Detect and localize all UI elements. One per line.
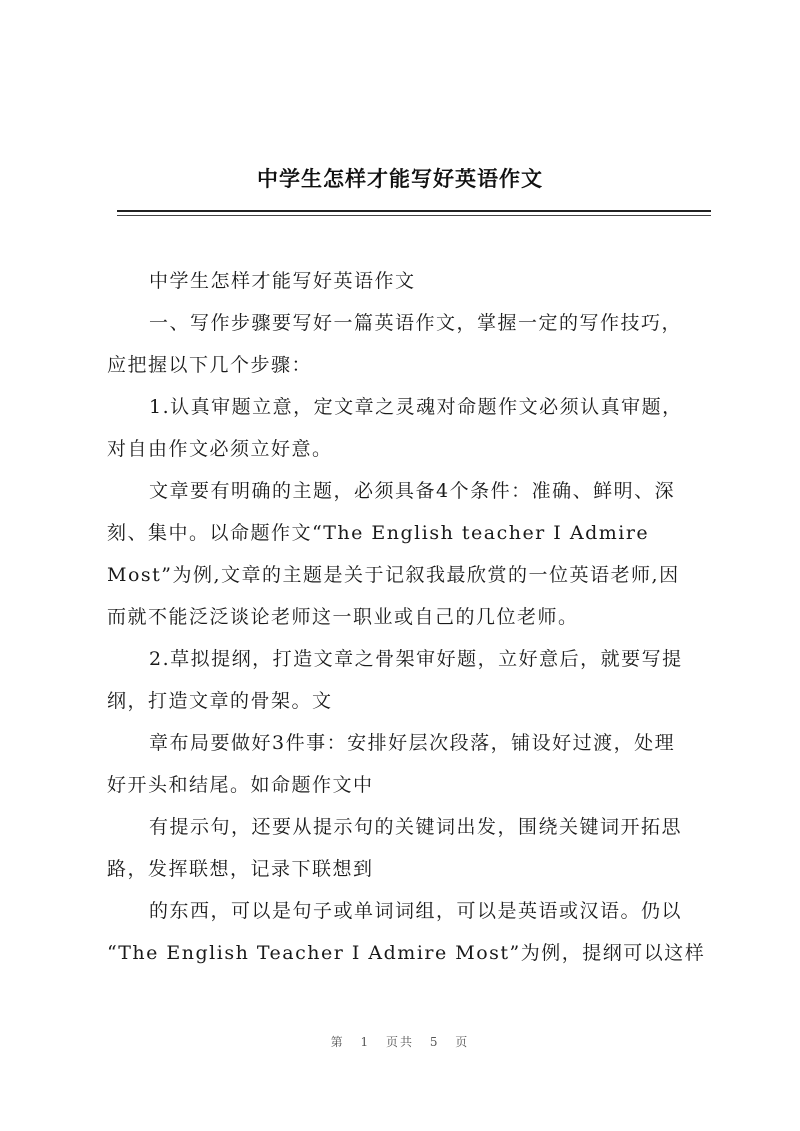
paragraph-line: 中学生怎样才能写好英语作文 bbox=[149, 270, 416, 292]
paragraph-line: 对自由作文必须立好意。 bbox=[107, 438, 333, 460]
title-divider-thin bbox=[117, 215, 711, 216]
paragraph-line: 路，发挥联想，记录下联想到 bbox=[107, 858, 374, 880]
paragraph-line: 好开头和结尾。如命题作文中 bbox=[107, 774, 374, 796]
title-divider bbox=[117, 210, 711, 212]
paragraph-line: 纲，打造文章的骨架。文 bbox=[107, 690, 333, 712]
paragraph-line: 2.草拟提纲，打造文章之骨架审好题，立好意后，就要写提 bbox=[149, 648, 683, 670]
paragraph-line: 应把握以下几个步骤： bbox=[107, 354, 313, 376]
paragraph-line: 章布局要做好3件事：安排好层次段落，铺设好过渡，处理 bbox=[149, 732, 676, 754]
paragraph-line: 而就不能泛泛谈论老师这一职业或自己的几位老师。 bbox=[107, 606, 579, 628]
footer-total-pages: 5 bbox=[429, 1035, 440, 1049]
footer-middle: 页共 bbox=[385, 1035, 414, 1049]
paragraph-line: 一、写作步骤要写好一篇英语作文，掌握一定的写作技巧， bbox=[149, 312, 683, 334]
paragraph-line: “The English Teacher I Admire Most”为例，提纲可以这样 bbox=[107, 942, 706, 964]
page-footer bbox=[0, 1033, 800, 1050]
paragraph-line: 刻、集中。以命题作文“The English teacher I Admire bbox=[107, 522, 650, 544]
paragraph-line: 有提示句，还要从提示句的关键词出发，围绕关键词开拓思 bbox=[149, 816, 683, 838]
footer-suffix: 页 bbox=[455, 1035, 470, 1049]
paragraph-line: 的东西，可以是句子或单词词组，可以是英语或汉语。仍以 bbox=[149, 900, 683, 922]
paragraph-line: 1.认真审题立意，定文章之灵魂对命题作文必须认真审题， bbox=[149, 396, 683, 418]
paragraph-line: 文章要有明确的主题，必须具备4个条件：准确、鲜明、深 bbox=[149, 480, 676, 502]
footer-prefix: 第 bbox=[330, 1035, 345, 1049]
document-title: 中学生怎样才能写好英语作文 bbox=[257, 166, 543, 191]
paragraph-line: Most”为例,文章的主题是关于记叙我最欣赏的一位英语老师,因 bbox=[107, 564, 680, 586]
footer-page-number: 1 bbox=[360, 1035, 371, 1049]
